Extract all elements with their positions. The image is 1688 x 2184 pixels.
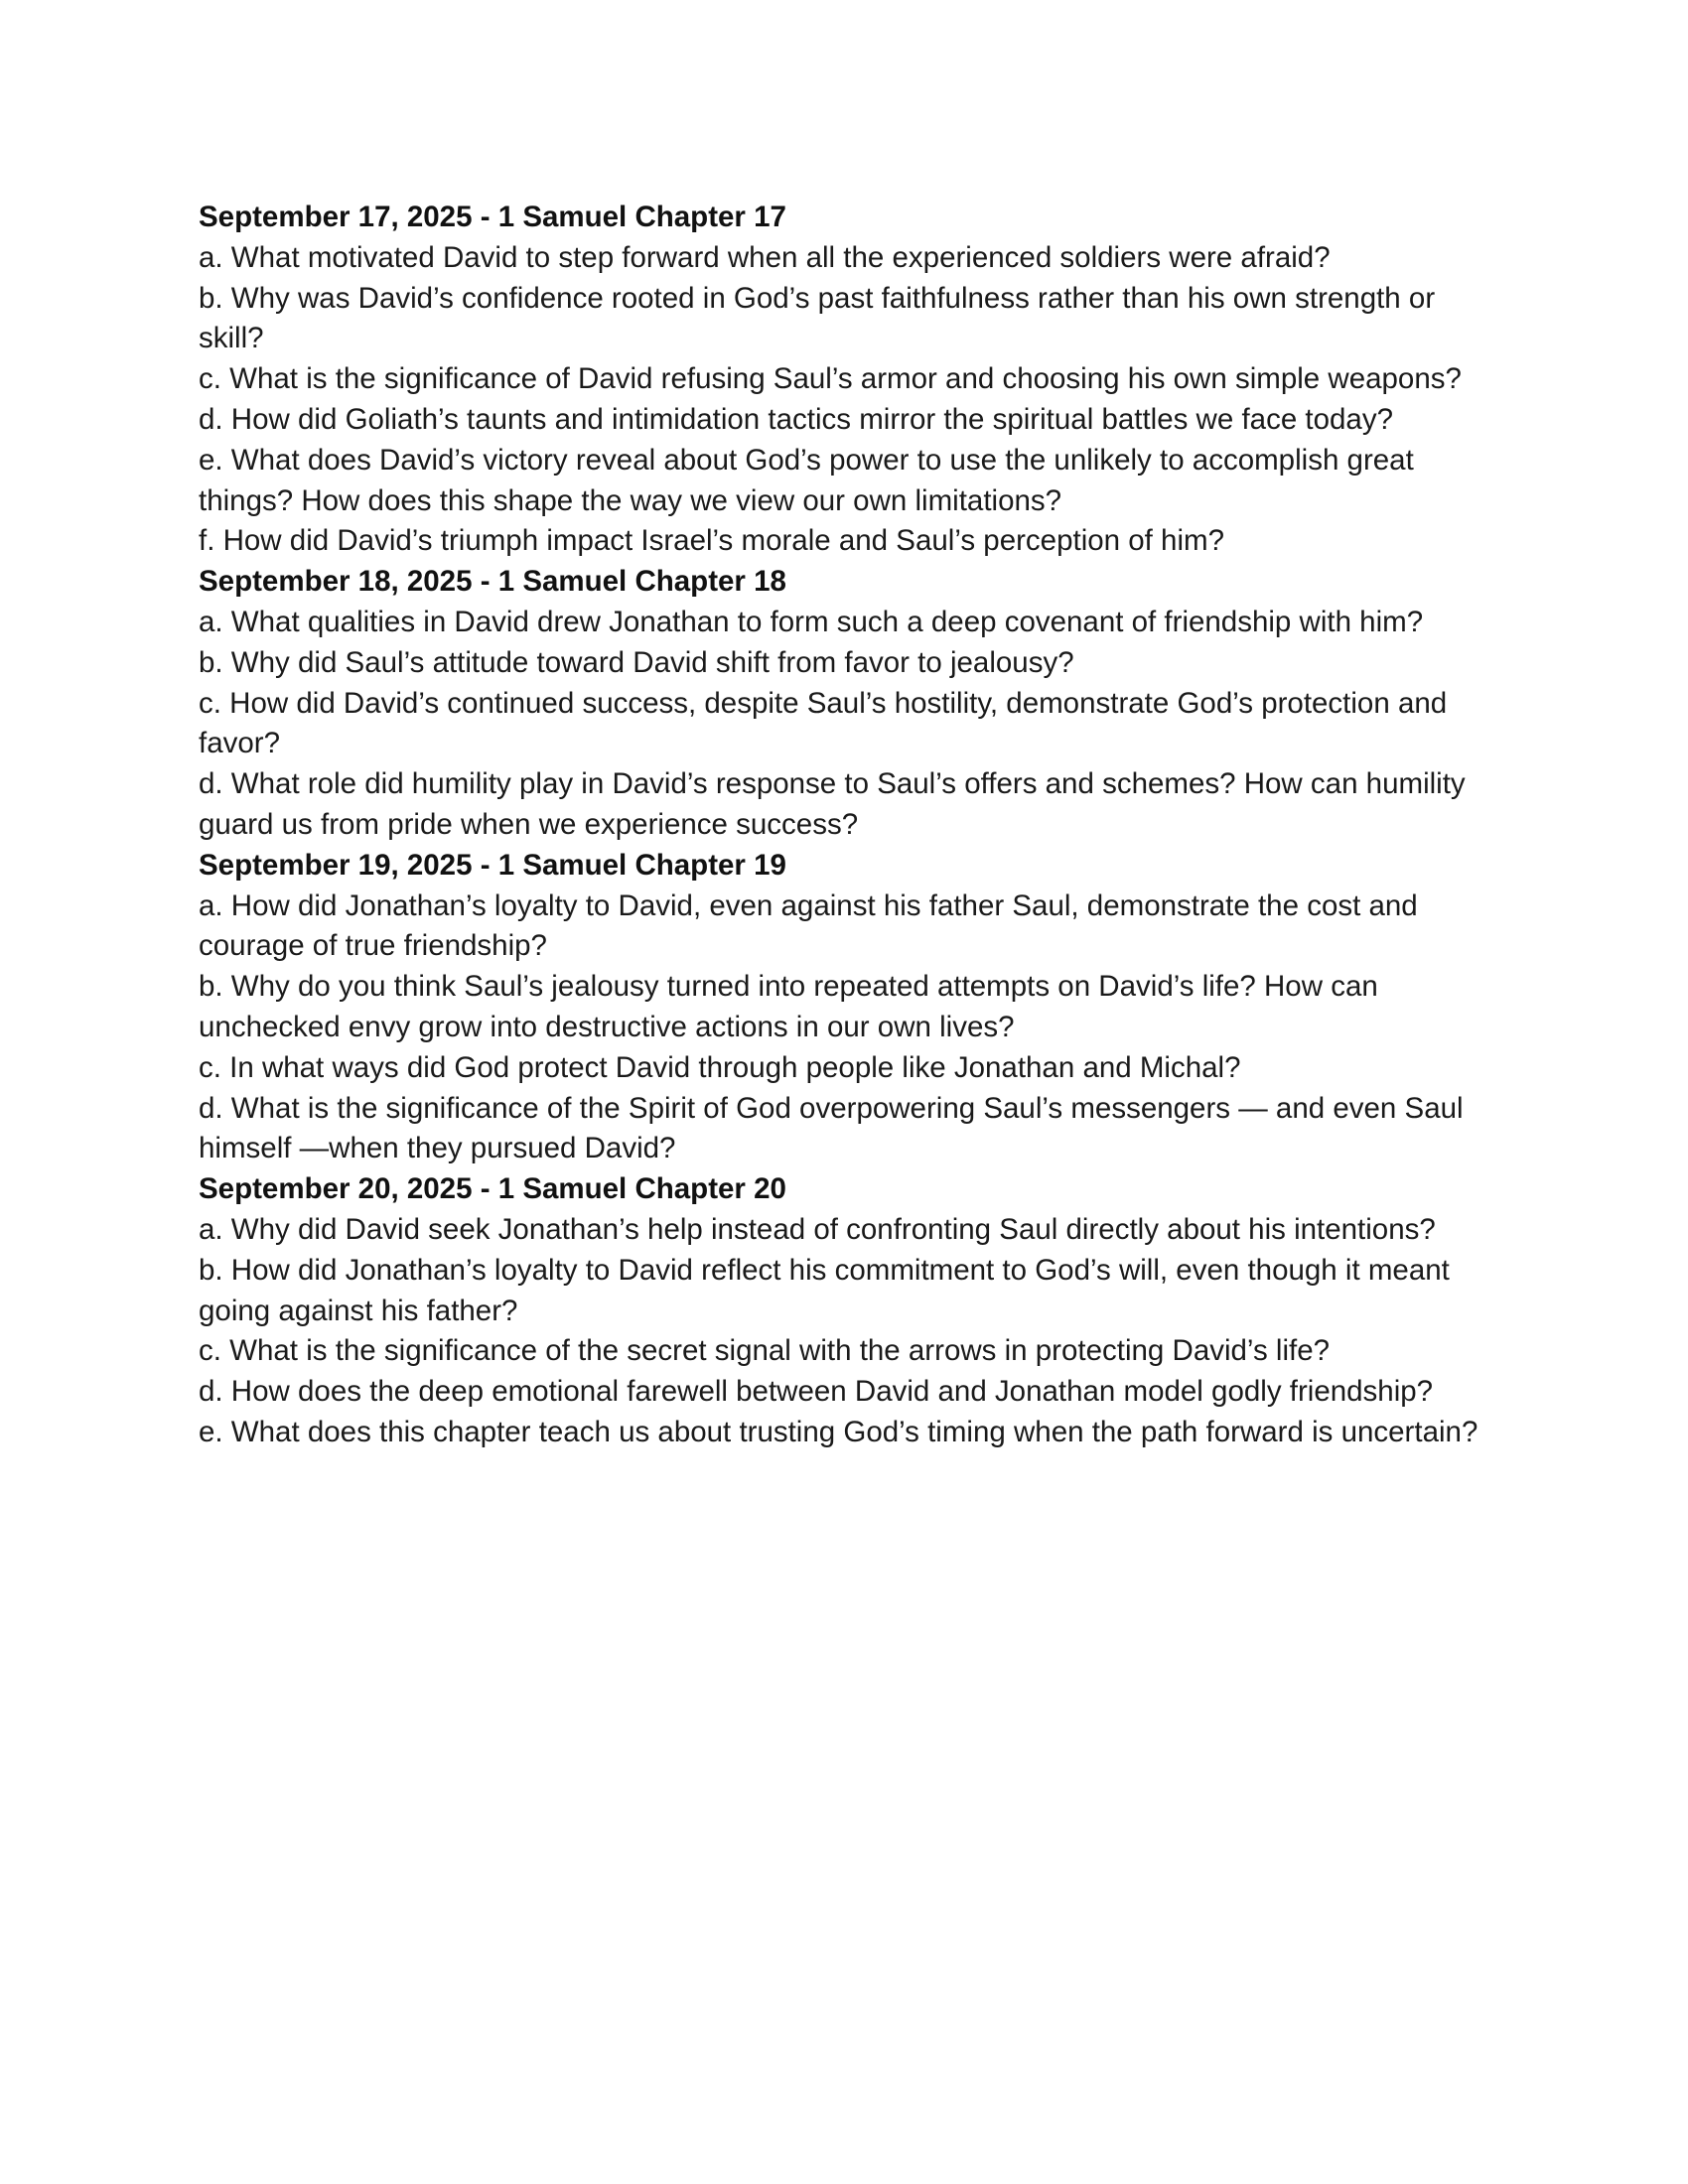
question-item: a. What motivated David to step forward when all the experienced soldiers were afraid? [199, 240, 1331, 274]
study-section [199, 1169, 1499, 1453]
section-heading: September 20, 2025 - 1 Samuel Chapter 20 [199, 1172, 786, 1206]
study-section [199, 562, 1499, 846]
question-item: e. What does this chapter teach us about trusting God’s timing when the path forward is uncertain? [199, 1415, 1478, 1448]
question-item: c. What is the significance of David refusing Saul’s armor and choosing his own simple weapons? [199, 362, 1462, 396]
question-item: b. Why do you think Saul’s jealousy turned into repeated attempts on David’s life? How can unchecked envy grow into destructive actions in our own lives? [199, 970, 1378, 1043]
question-item: c. In what ways did God protect David through people like Jonathan and Michal? [199, 1050, 1241, 1084]
study-guide-document [199, 198, 1499, 1453]
question-item: a. Why did David seek Jonathan’s help instead of confronting Saul directly about his intentions? [199, 1212, 1436, 1246]
study-section [199, 846, 1499, 1169]
question-item: a. How did Jonathan’s loyalty to David, even against his father Saul, demonstrate the cost and courage of true friendship? [199, 888, 1418, 963]
study-section [199, 198, 1499, 562]
question-item: d. How did Goliath’s taunts and intimidation tactics mirror the spiritual battles we face today? [199, 402, 1393, 436]
section-heading: September 19, 2025 - 1 Samuel Chapter 19 [199, 848, 786, 882]
question-item: c. How did David’s continued success, despite Saul’s hostility, demonstrate God’s protection and favor? [199, 686, 1448, 760]
question-item: b. How did Jonathan’s loyalty to David reflect his commitment to God’s will, even though it meant going against his father? [199, 1253, 1450, 1327]
question-item: b. Why was David’s confidence rooted in God’s past faithfulness rather than his own strength or skill? [199, 281, 1436, 355]
question-item: e. What does David’s victory reveal about God’s power to use the unlikely to accomplish great things? How does this shape the way we view our own limitations? [199, 443, 1414, 517]
question-item: b. Why did Saul’s attitude toward David shift from favor to jealousy? [199, 645, 1074, 679]
section-heading: September 17, 2025 - 1 Samuel Chapter 17 [199, 201, 786, 233]
question-item: d. How does the deep emotional farewell between David and Jonathan model godly friendship? [199, 1375, 1434, 1409]
question-item: f. How did David’s triumph impact Israel’s morale and Saul’s perception of him? [199, 524, 1224, 558]
section-heading: September 18, 2025 - 1 Samuel Chapter 18 [199, 565, 786, 599]
question-item: d. What role did humility play in David’s response to Saul’s offers and schemes? How can humility guard us from pride when we experience success? [199, 767, 1466, 841]
question-item: a. What qualities in David drew Jonathan to form such a deep covenant of friendship with him? [199, 605, 1424, 638]
question-item: c. What is the significance of the secret signal with the arrows in protecting David’s life? [199, 1334, 1331, 1368]
question-item: d. What is the significance of the Spirit of God overpowering Saul’s messengers — and even Saul himself —when they pursued David? [199, 1091, 1464, 1165]
